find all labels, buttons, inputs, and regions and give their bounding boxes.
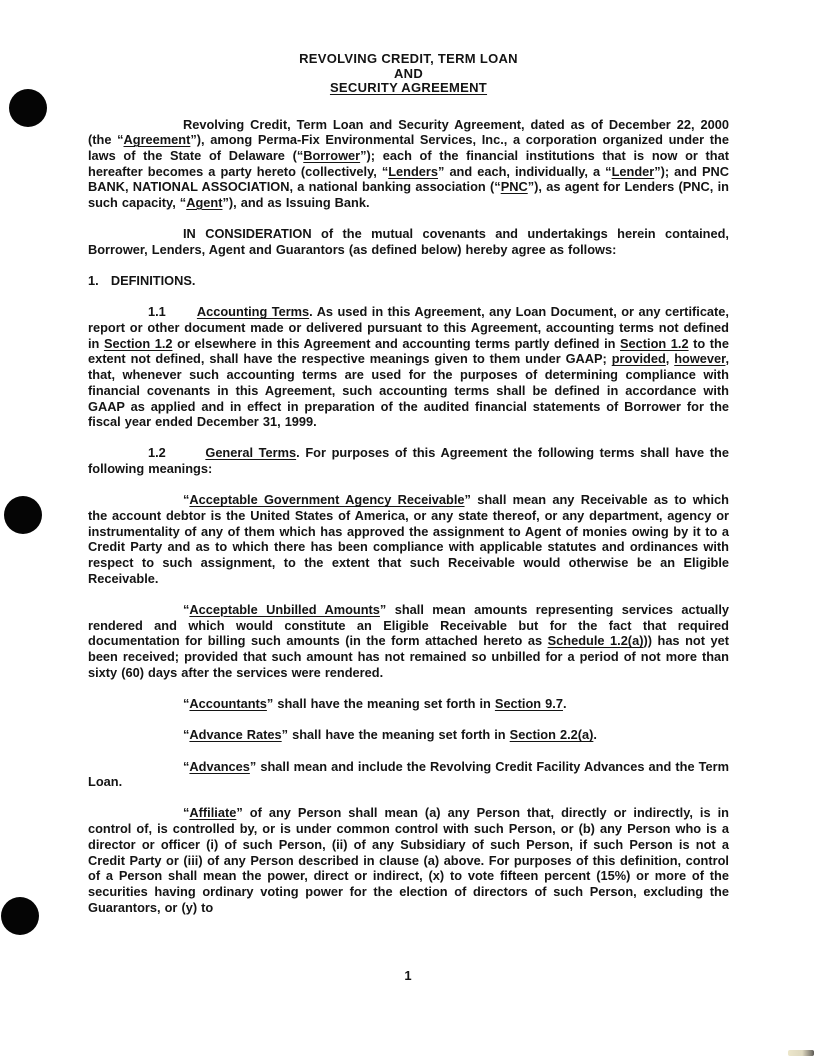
def-accountants: “Accountants” shall have the meaning set forth in Section 9.7. (183, 696, 567, 712)
title-line: REVOLVING CREDIT, TERM LOAN (299, 51, 518, 66)
page-number: 1 (404, 968, 412, 983)
document-title (88, 52, 729, 96)
hole-punch-top (9, 89, 47, 127)
title-line: AND (393, 65, 424, 81)
def-affiliate: “Affiliate” of any Person shall mean (a) any Person that, directly or indirectly, is in control of, is controlled by, or is under common control with such Person, or (b) any Person who is a director or officer (i) of such Person, (ii) of any Subsidiary of such Person, if such Person is not a Credit Party or (iii) of any Person described in clause (a) above. For purposes of this definition, control of a Person shall mean the power, direct or indirect, (x) to vote fifteen percent (15%) or more of the securities having ordinary voting power for the election of directors of such Person, excluding the Guarantors, or (y) to (88, 805, 729, 915)
title-line: SECURITY AGREEMENT (329, 80, 488, 95)
hole-punch-middle (4, 496, 42, 534)
def-advance-rates: “Advance Rates” shall have the meaning set forth in Section 2.2(a). (183, 727, 597, 743)
document-content (88, 52, 729, 915)
def-acceptable-unbilled-amounts: “Acceptable Unbilled Amounts” shall mean amounts representing services actually rendered and which would constitute an Eligible Receivable but for the fact that required documentation for billing such amounts (in the form attached hereto as Schedule 1.2(a))) has not yet been received; provided that such amount has not remained so unbilled for a period of not more than sixty (60) days after the services were rendered. (88, 602, 729, 680)
hole-punch-bottom (1, 897, 39, 935)
section-1-1-accounting-terms: 1.1 Accounting Terms. As used in this Agreement, any Loan Document, or any certificate, report or other document made or delivered pursuant to this Agreement, accounting terms not defined in Section 1.2 or elsewhere in this Agreement and accounting terms partly defined in Section 1.2 to the extent not defined, shall have the respective meanings given to them under GAAP; provided, however, that, whenever such accounting terms are used for the purposes of determining compliance with financial covenants in this Agreement, such accounting terms shall be defined in accordance with GAAP as applied and in effect in preparation of the audited financial statements of Borrower for the fiscal year ended December 31, 1999. (88, 304, 729, 430)
definitions-heading: 1. DEFINITIONS. (88, 273, 196, 289)
def-advances: “Advances” shall mean and include the Revolving Credit Facility Advances and the Term Loan. (88, 758, 729, 790)
consideration-paragraph: IN CONSIDERATION of the mutual covenants and undertakings herein contained, Borrower, Lenders, Agent and Guarantors (as defined below) hereby agree as follows: (88, 226, 729, 257)
opening-paragraph: Revolving Credit, Term Loan and Security Agreement, dated as of December 22, 2000 (the “Agreement”), among Perma-Fix Environmental Services, Inc., a corporation organized under the laws of the State of Delaware (“Borrower”); each of the financial institutions that is now or that hereafter becomes a party hereto (collectively, “Lenders” and each, individually, a “Lender”); and PNC BANK, NATIONAL ASSOCIATION, a national banking association (“PNC”), as agent for Lenders (PNC, in such capacity, “Agent”), and as Issuing Bank. (88, 116, 729, 211)
scan-artifact (788, 1050, 814, 1056)
def-acceptable-government-agency-receivable: “Acceptable Government Agency Receivable” shall mean any Receivable as to which the account debtor is the United States of America, or any state thereof, or any department, agency or instrumentality of any of them which has approved the assignment to Agent of monies owing by it to a Credit Party and as to which there has been compliance with applicable statutes and ordinances with respect to such assignment, to the extent that such Receivable would otherwise be an Eligible Receivable. (88, 492, 729, 586)
document-body (88, 117, 729, 916)
section-1-2-general-terms: 1.2 General Terms. For purposes of this Agreement the following terms shall have the following meanings: (88, 445, 729, 477)
